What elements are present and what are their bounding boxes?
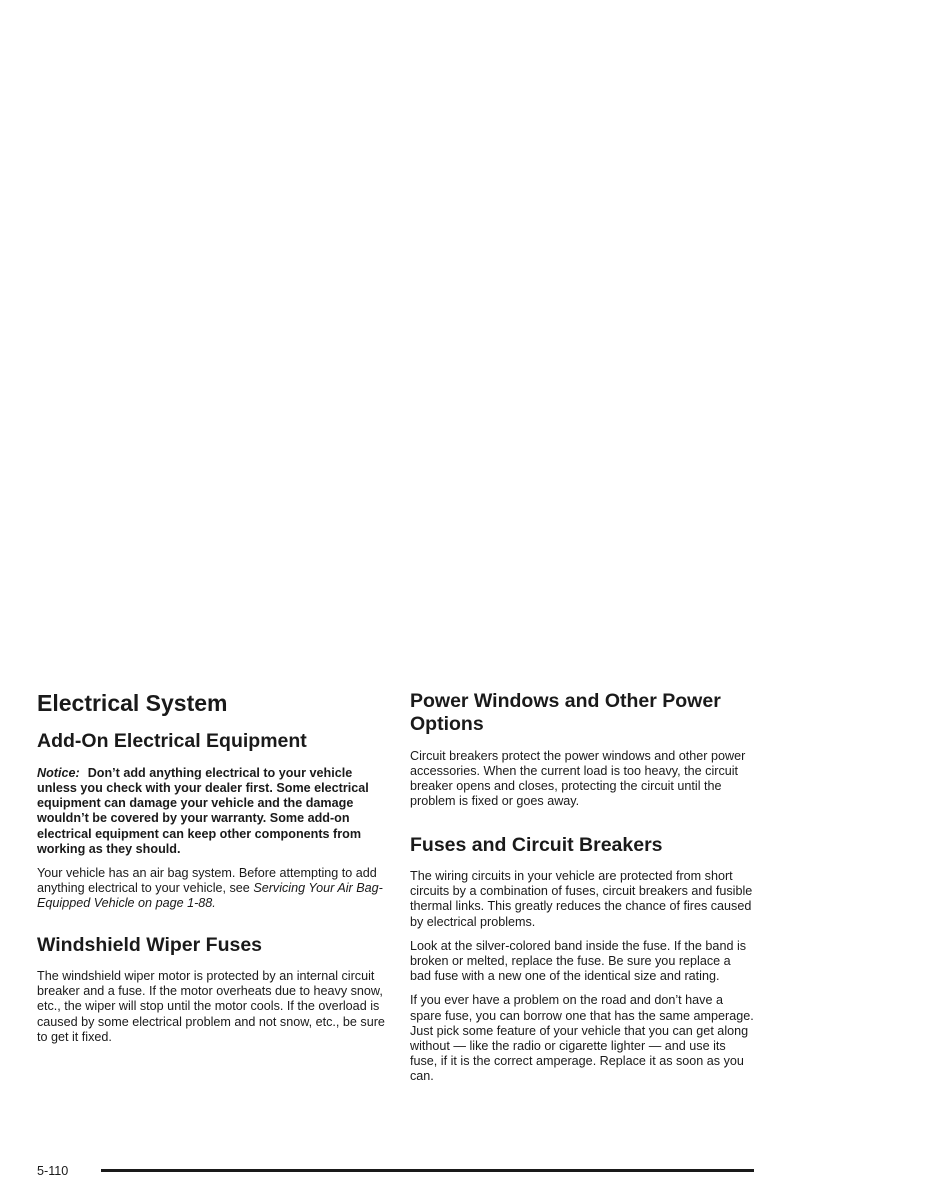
airbag-page-reference: Servicing Your Air Bag-Equipped Vehicle on page 1-88. [37,881,383,911]
notice-paragraph [37,766,387,857]
power-heading: Power Windows and Other Power Options [410,690,721,736]
left-column [37,690,387,1054]
fuses-paragraph-1: The wiring circuits in your vehicle are protected from short circuits by a combination of fuses, circuit breakers and fusible thermal links. This greatly reduces the chance of fires caused by electrical problems. [410,868,753,929]
addon-heading: Add-On Electrical Equipment [37,730,307,753]
footer-rule [101,1169,754,1172]
addon-paragraph-text: Your vehicle has an air bag system. Before attempting to add anything electrical to your vehicle, see [37,866,377,896]
notice-text: Don’t add anything electrical to your vehicle unless you check with your dealer first. Some electrical equipment can damage your vehicle and the damage wouldn’t be covered by your warranty. Some add-on electrical equipment can keep other components from working as they should. [37,765,369,856]
wiper-heading: Windshield Wiper Fuses [37,933,263,956]
right-column [410,690,755,1094]
fuses-paragraph-2: Look at the silver-colored band inside the fuse. If the band is broken or melted, replace the fuse. Be sure you replace a bad fuse with a new one of the identical size and rating. [410,938,747,984]
addon-paragraph [37,866,387,912]
section-title: Electrical System [37,690,228,716]
power-paragraph: Circuit breakers protect the power windows and other power accessories. When the current load is too heavy, the circuit breaker opens and closes, protecting the circuit until the problem is fixed or goes away. [410,748,746,809]
page-number: 5-110 [37,1164,69,1178]
fuses-paragraph-3: If you ever have a problem on the road and don’t have a spare fuse, you can borrow one that has the same amperage. Just pick some feature of your vehicle that you can get along without — like the radio or cigarette lighter — and use its fuse, if it is the correct amperage. Replace it as soon as you can. [410,993,754,1084]
wiper-paragraph: The windshield wiper motor is protected by an internal circuit breaker and a fuse. If the motor overheats due to heavy snow, etc., the wiper will stop until the motor cools. If the overload is caused by some electrical problem and not snow, etc., be sure to get it fixed. [37,969,385,1044]
fuses-heading: Fuses and Circuit Breakers [410,833,663,856]
notice-label: Notice: [37,765,80,780]
